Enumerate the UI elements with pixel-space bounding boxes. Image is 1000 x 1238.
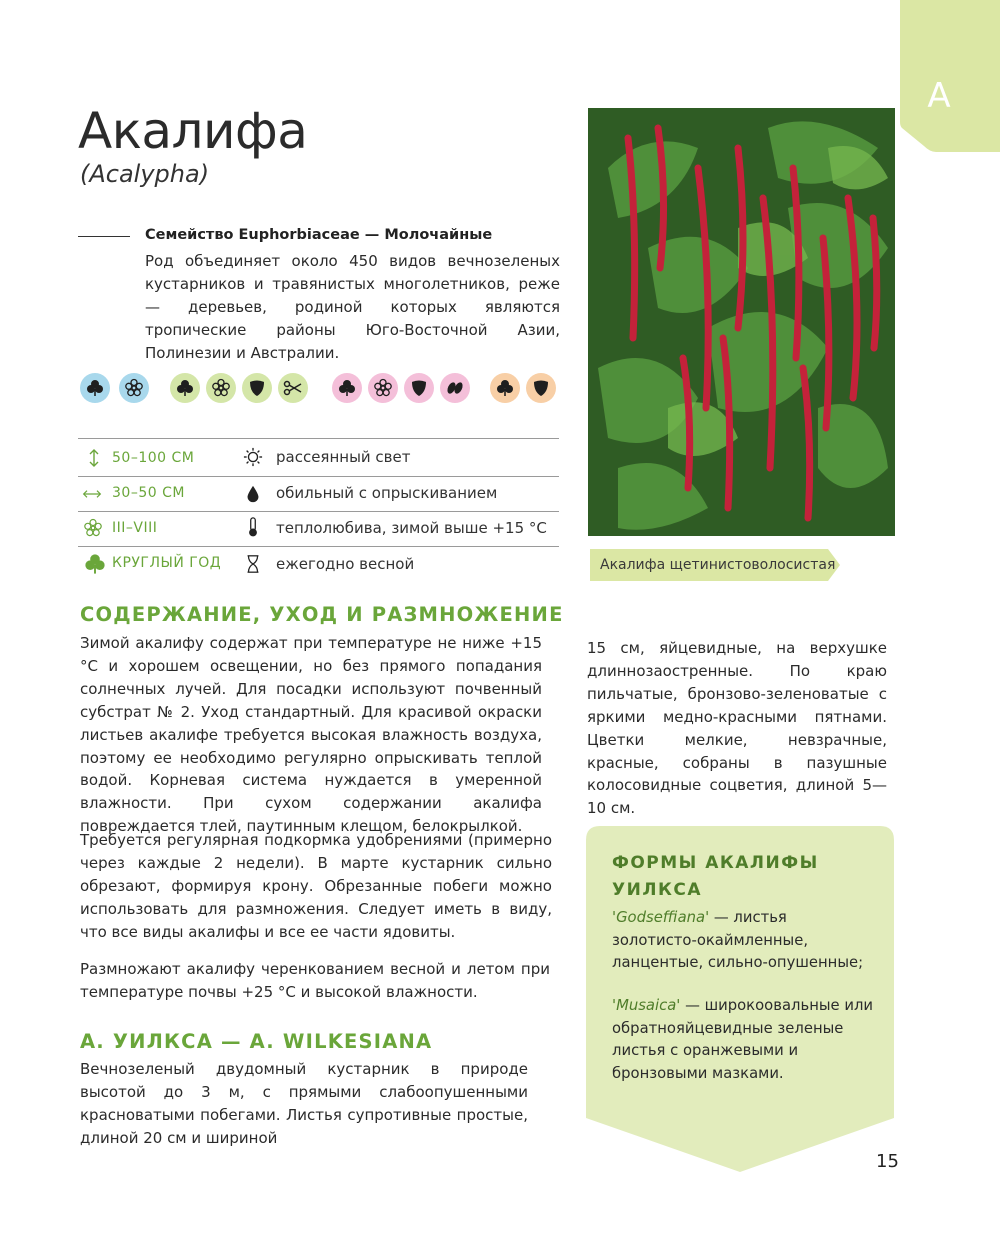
height-icon — [84, 448, 104, 468]
repot-value: ежегодно весной — [276, 555, 415, 573]
page-title: Акалифа — [78, 102, 308, 160]
care-heading: СОДЕРЖАНИЕ, УХОД И РАЗМНОЖЕНИЕ — [80, 603, 564, 626]
cultivar-name: 'Godseffiana' — [612, 909, 710, 926]
divider — [78, 438, 559, 439]
leaf-icon — [404, 373, 434, 403]
leaf-icon — [242, 373, 272, 403]
flower-icon — [206, 373, 236, 403]
care-paragraph: Зимой акалифу содержат при температуре не ниже +15 °С и хорошем освещении, но без прямого попадания солнечных лучей. Для посадки используют почвенный субстрат № 2. Уход стандартный. Для красивой окраски листьев акалифе требуется высокая влажность воздуха, поэтому ее необходимо регулярно опрыскивать теплой водой. Корневая система нуждается в умеренной влажности. При сухом содержании акалифа повреждается тлей, паутинным клещом, белокрылкой. — [80, 634, 542, 836]
clover-icon — [332, 373, 362, 403]
flower-icon — [119, 373, 149, 403]
cultivar-desc: — широкоовальные или обратнояйцевидные зеленые листья с оранжевыми и бронзовыми мазками. — [612, 997, 874, 1082]
divider — [78, 546, 559, 547]
intro-text: Род объединяет около 450 видов вечнозеленых кустарников и травянистых многолетников, реже — деревьев, родиной которых являются тропические районы Юго-Восточной Азии, Полинезии и Австралии. — [145, 252, 560, 362]
family-name: Семейство Euphorbiaceae — Молочайные — [145, 227, 493, 243]
section-letter: А — [927, 76, 951, 116]
plant-photo — [588, 108, 895, 536]
scissors-icon — [278, 373, 308, 403]
hourglass-icon — [243, 553, 263, 575]
sidebar-form — [612, 995, 874, 1085]
thermometer-icon — [243, 516, 263, 538]
leaf-icon — [526, 373, 556, 403]
sidebar-title: ФОРМЫ АКАЛИФЫ УИЛКСА — [612, 853, 819, 900]
param-bloom: III–VIII — [112, 520, 158, 536]
page-number: 15 — [876, 1151, 899, 1172]
flower-icon — [368, 373, 398, 403]
clover-icon — [170, 373, 200, 403]
divider — [78, 476, 559, 477]
clover-icon — [490, 373, 520, 403]
drop-icon — [243, 483, 263, 505]
light-value: рассеянный свет — [276, 448, 411, 466]
clover-icon — [83, 552, 107, 576]
divider — [78, 236, 130, 237]
param-height: 50–100 СМ — [112, 450, 195, 466]
temperature-value: теплолюбива, зимой выше +15 °С — [276, 519, 547, 537]
species-text-continued: 15 см, яйцевидные, на верхушке длиннозаостренные. По краю пильчатые, бронзово-зеленоватые с яркими медно-красными пятнами. Цветки мелкие, невзрачные, красные, собраны в пазушные колосовидные соцветия, длиной 5—10 см. — [587, 639, 887, 818]
sidebar-form — [612, 907, 874, 975]
param-width: 30–50 СМ — [112, 485, 185, 501]
seeds-icon — [440, 373, 470, 403]
bloom-icon — [83, 518, 103, 538]
sun-icon — [243, 446, 263, 468]
water-value: обильный с опрыскиванием — [276, 484, 498, 502]
divider — [78, 511, 559, 512]
cultivar-name: 'Musaica' — [612, 997, 681, 1014]
latin-name: (Acalypha) — [80, 160, 210, 188]
care-paragraph: Требуется регулярная подкормка удобрениями (примерно через каждые 2 недели). В марте кустарник сильно обрезают, формируя крону. Обрезанные побеги можно использовать для размножения. Следует иметь в виду, что все виды акалифы и все ее части ядовиты. — [80, 831, 552, 941]
clover-icon — [80, 373, 110, 403]
care-paragraph: Размножают акалифу черенкованием весной и летом при температуре почвы +25 °С и высокой влажности. — [80, 960, 550, 1001]
species-heading: А. УИЛКСА — A. WILKESIANA — [80, 1030, 433, 1053]
param-season: КРУГЛЫЙ ГОД — [112, 555, 222, 571]
species-text: Вечнозеленый двудомный кустарник в природе высотой до 3 м, с прямыми слабоопушенными красноватыми побегами. Листья супротивные простые, длиной 20 см и шириной — [80, 1060, 528, 1147]
photo-caption: Акалифа щетинистоволосистая — [600, 557, 836, 573]
width-icon — [82, 484, 102, 504]
cultivar-desc: — листья золотисто-окаймленные, ланцентые, сильно-опушенные; — [612, 909, 864, 972]
